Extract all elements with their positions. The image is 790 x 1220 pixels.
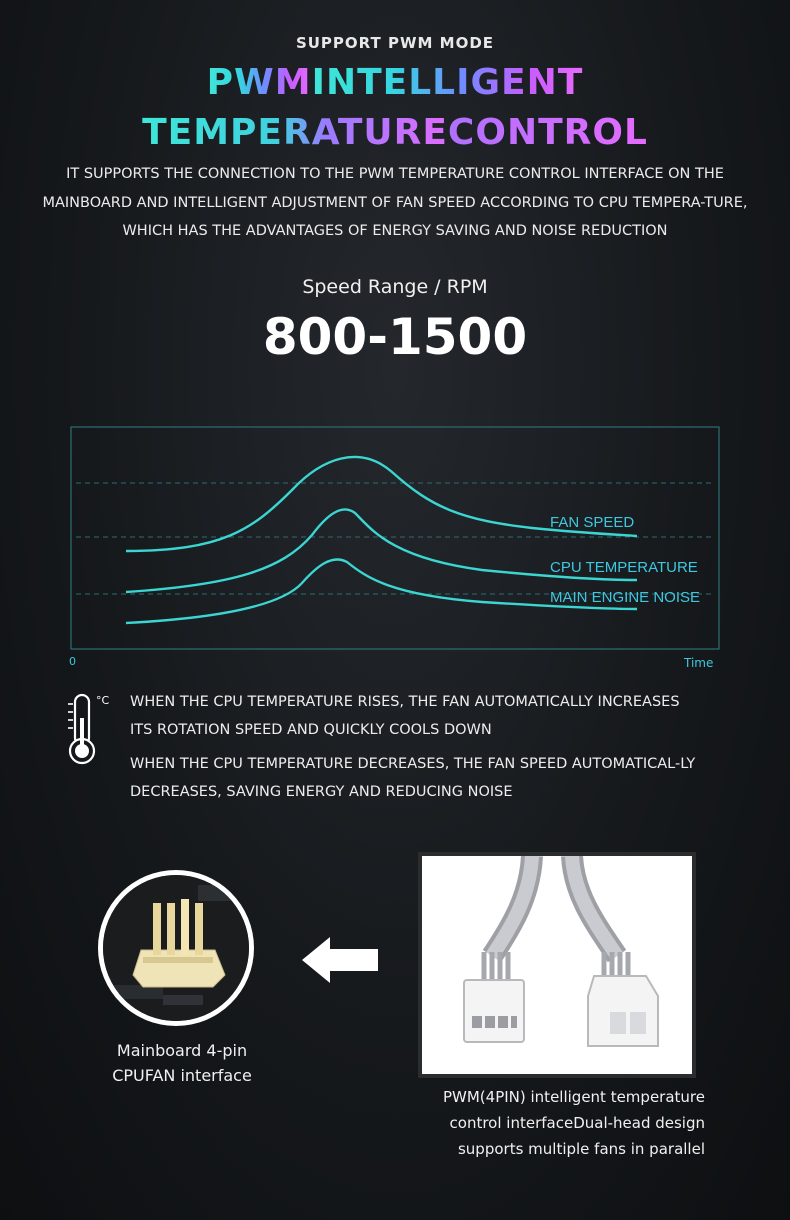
curve-label-fan-speed: FAN SPEED [550, 514, 635, 531]
title-control: CONTROL [447, 112, 648, 153]
thermometer-icon [66, 692, 116, 766]
diagram-frame [71, 427, 719, 649]
mainboard-pins-illustration [103, 875, 249, 1021]
title-line-2 [0, 112, 790, 153]
mainboard-connector-image [98, 870, 254, 1026]
kicker-text: SUPPORT PWM MODE [295, 34, 495, 52]
pwm-caption-line-1: PWM(4PIN) intelligent temperature [442, 1088, 705, 1106]
title-intelligent: INTELLIGENT [311, 62, 584, 103]
mainboard-caption [72, 1038, 292, 1088]
arrow-left-icon [300, 935, 382, 985]
pwm-cable-caption [400, 1084, 705, 1162]
pwm-cable-illustration [422, 856, 692, 1074]
pwm-caption-line-2: control interfaceDual-head design [449, 1114, 705, 1132]
speed-range-label: Speed Range / RPM [302, 276, 488, 298]
title-line-1 [0, 62, 790, 103]
curve-label-cpu-temperature: CPU TEMPERATURE [550, 559, 698, 576]
mainboard-caption-line-2: CPUFAN interface [112, 1066, 252, 1085]
fan-curve-diagram [62, 420, 732, 675]
mainboard-caption-line-1: Mainboard 4-pin [116, 1041, 248, 1060]
pwm-caption-line-3: supports multiple fans in parallel [457, 1140, 705, 1158]
pwm-cable-photo [418, 852, 696, 1078]
description-text: IT SUPPORTS THE CONNECTION TO THE PWM TEMPERATURE CONTROL INTERFACE ON THE MAINBOARD AND INTELLIGENT ADJUSTMENT OF FAN SPEED ACCORDING TO CPU TEMPERA-TURE, WHICH HAS THE ADVANTAGES OF ENERGY SAVING AND NOISE REDUCTION [42, 166, 748, 239]
title-pwm: PWM [206, 62, 312, 103]
celsius-unit: °C [96, 694, 110, 707]
axis-origin-label: 0 [69, 655, 76, 668]
note-temperature-rise: WHEN THE CPU TEMPERATURE RISES, THE FAN AUTOMATICALLY INCREASES ITS ROTATION SPEED AND QUICKLY COOLS DOWN [130, 694, 680, 738]
note-temperature-fall: WHEN THE CPU TEMPERATURE DECREASES, THE FAN SPEED AUTOMATICAL-LY DECREASES, SAVING ENERGY AND REDUCING NOISE [130, 756, 696, 800]
curve-label-main-engine-noise: MAIN ENGINE NOISE [550, 589, 701, 606]
axis-time-label: Time [684, 656, 714, 670]
title-temperature: TEMPERATURE [142, 112, 448, 153]
speed-range-value: 800-1500 [262, 308, 528, 366]
